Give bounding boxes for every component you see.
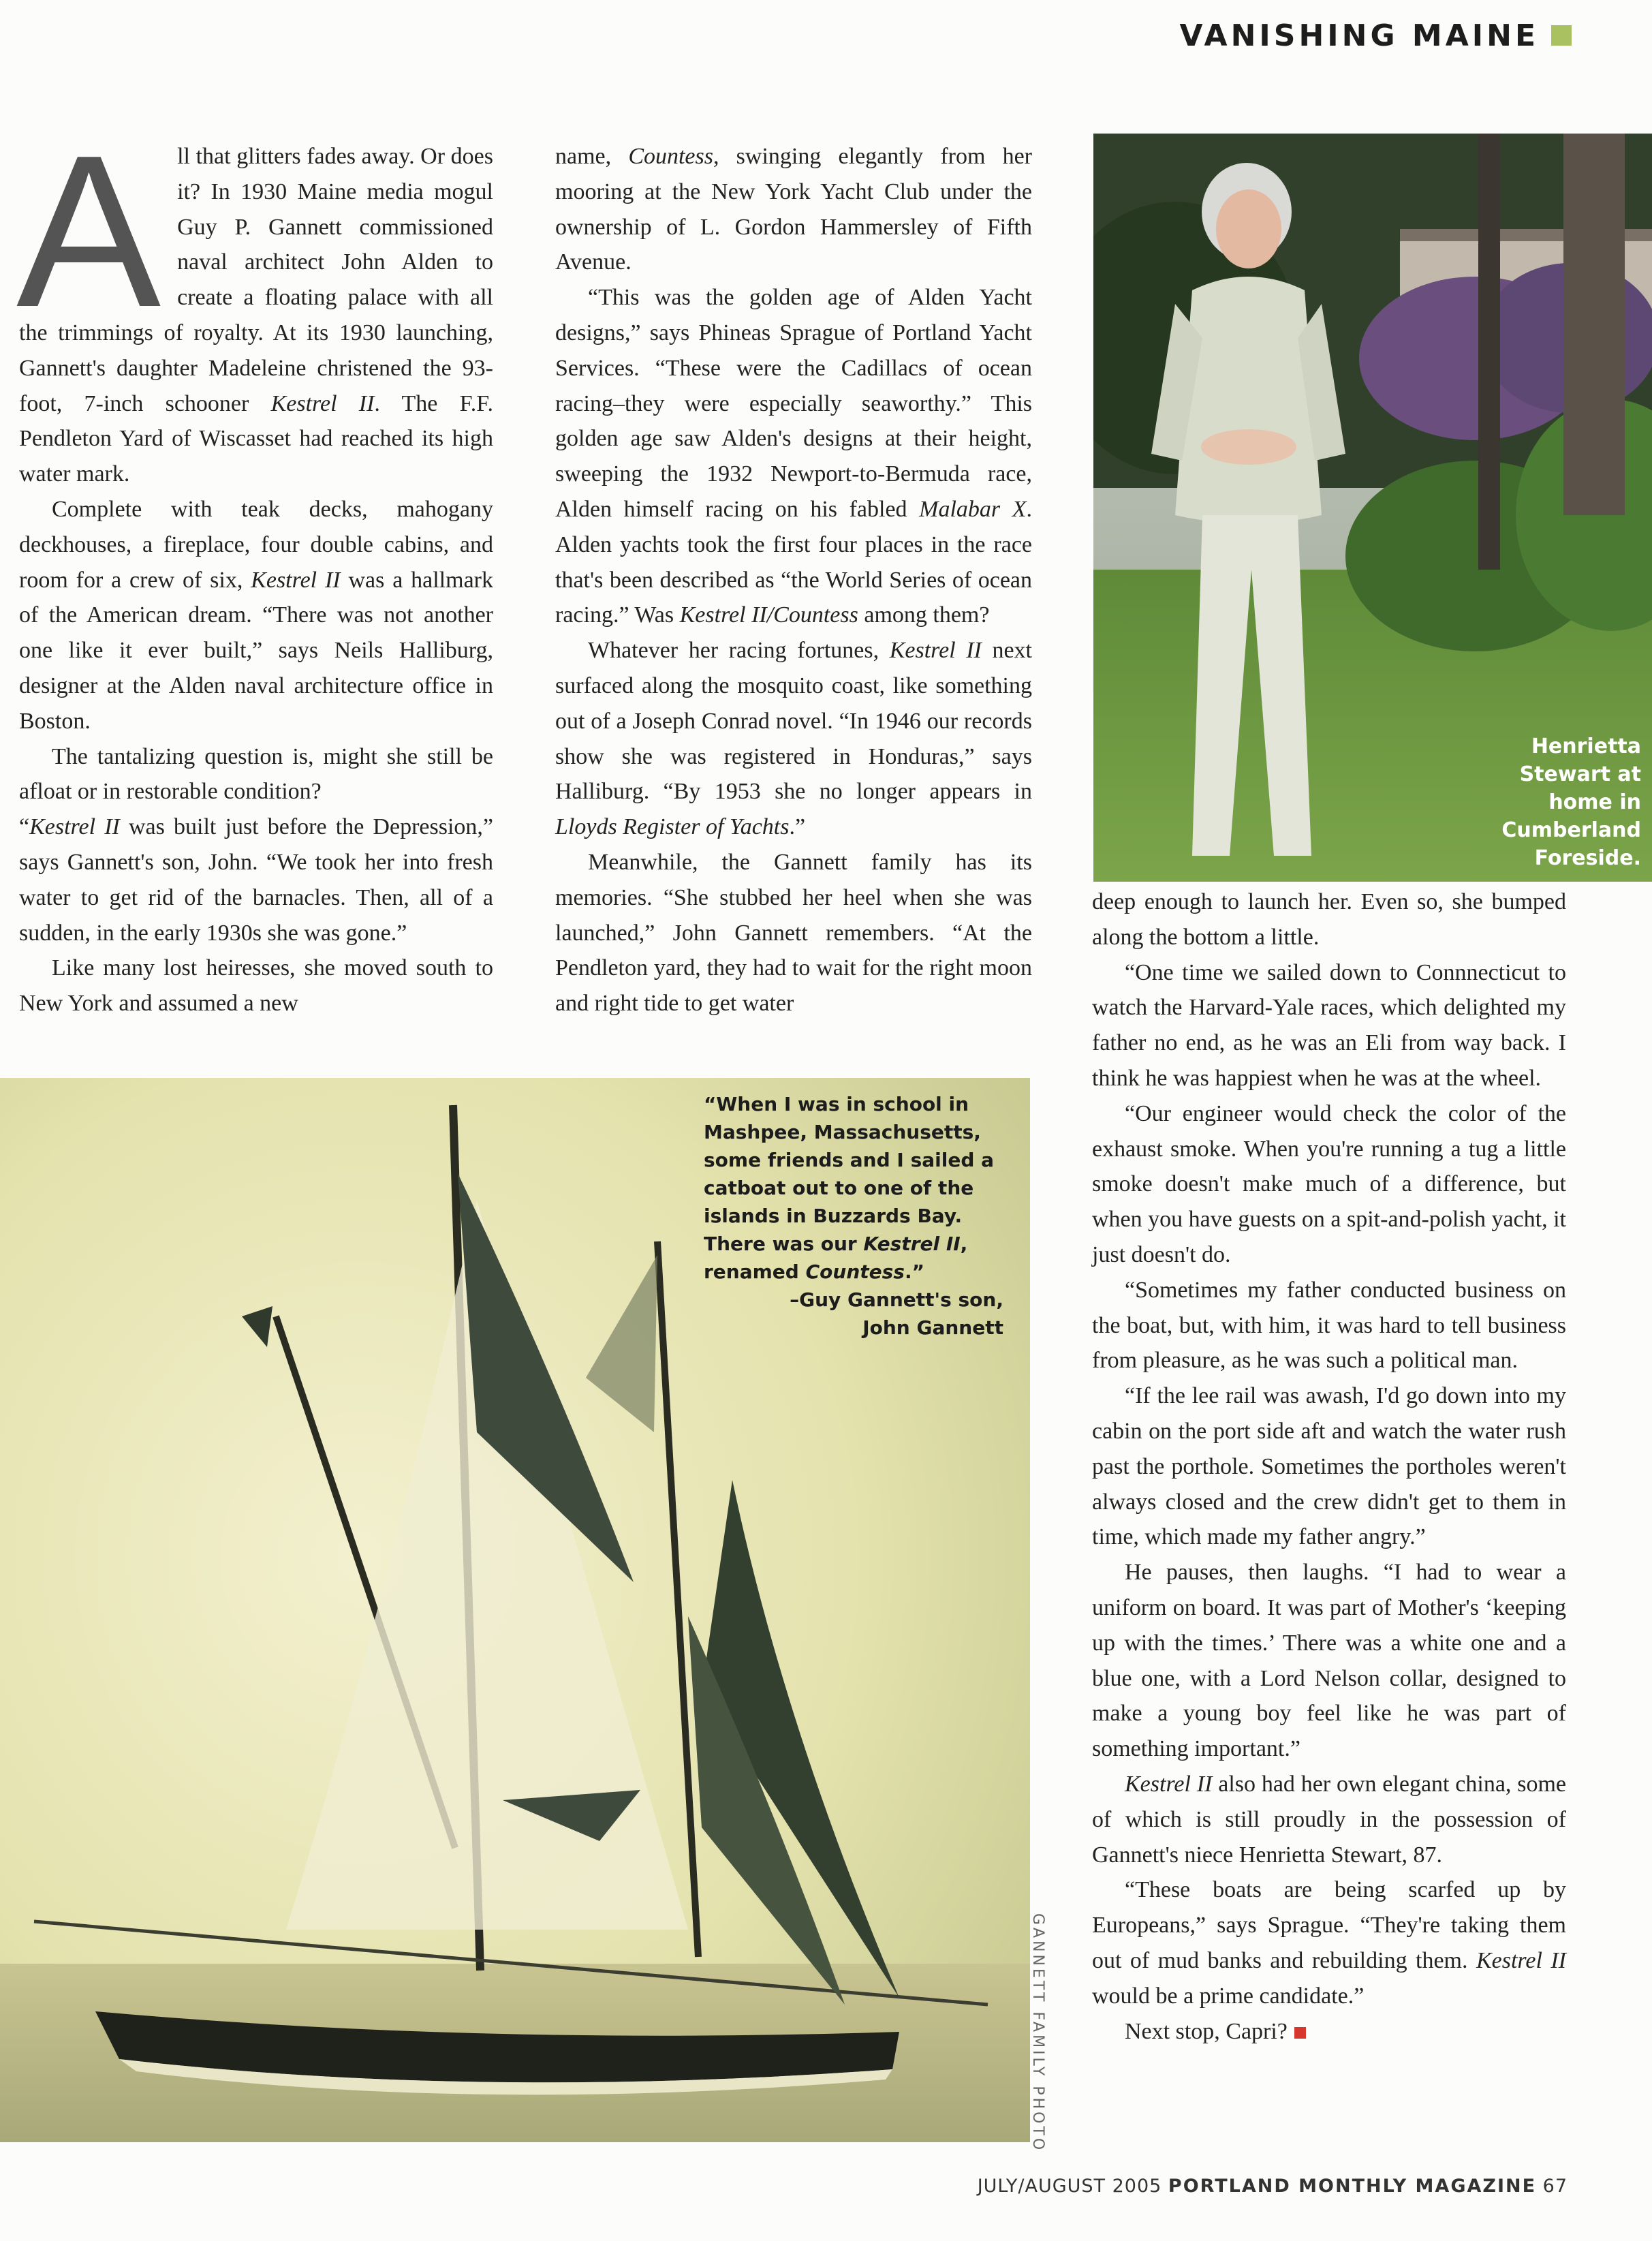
paragraph: deep enough to launch her. Even so, she bumped along the bottom a little. (1092, 889, 1566, 950)
article-column-1 (16, 110, 493, 1064)
photo-credit: GANNETT FAMILY PHOTO (1029, 1913, 1046, 2153)
drop-cap: A (16, 110, 161, 352)
pull-quote-attribution: –Guy Gannett's son, (790, 1288, 1003, 1311)
article-column-3 (1092, 884, 1566, 2152)
magazine-name: PORTLAND MONTHLY MAGAZINE (1168, 2176, 1537, 2197)
paragraph: Like many lost heiresses, she moved south to New York and assumed a new (19, 955, 493, 1017)
page-footer (978, 2176, 1568, 2197)
paragraph: He pauses, then laughs. “I had to wear a uniform on board. It was part of Mother's ‘keeping up with the times.’ There was a white one and a blue one, with a Lord Nelson collar, designed to make a young boy feel like he was part of something important.” (1092, 1560, 1566, 1762)
paragraph: name, Countess, swinging elegantly from her mooring at the New York Yacht Club under the ownership of L. Gordon Hammersley of Fifth Avenue. (555, 144, 1032, 275)
pull-quote-attribution-name: John Gannett (862, 1316, 1003, 1339)
paragraph: “One time we sailed down to Connnecticut to watch the Harvard-Yale races, which delighted my father no end, as he was an Eli from way back. I think he was happiest when he was at the wheel. (1092, 959, 1566, 1091)
section-title: VANISHING MAINE (1179, 18, 1539, 53)
paragraph: Meanwhile, the Gannett family has its memories. “She stubbed her heel when she was launched,” John Gannett remembers. “At the Pendleton yard, they had to wait for the right moon and right tide to get water (555, 849, 1032, 1017)
paragraph: The tantalizing question is, might she still be afloat or in restorable condition? (19, 743, 493, 805)
paragraph: “These boats are being scarfed up by Europeans,” says Sprague. “They're taking them out of mud banks and rebuilding them. Kestrel II would be a prime candidate.” (1092, 1877, 1566, 2009)
portrait-photo (1093, 134, 1652, 882)
issue-date: JULY/AUGUST 2005 (977, 2176, 1162, 2197)
portrait-caption: Henrietta Stewart at home in Cumberland Foreside. (1501, 735, 1641, 870)
pull-quote: “When I was in school in Mashpee, Massachusetts, some friends and I sailed a catboat out to one of the islands in Buzzards Bay. There was our Kestrel II, renamed Countess.” –Guy Gannett's son, John Gannett (704, 1090, 1003, 1342)
article-column-2 (555, 139, 1032, 1064)
paragraph: “Sometimes my father conducted business on the boat, but, with him, it was hard to tell business from pleasure, as he was such a political man. (1092, 1277, 1566, 1374)
paragraph: “Kestrel II was built just before the Depression,” says Gannett's son, John. “We took her into fresh water to get rid of the barnacles. Then, all of a sudden, in the early 1930s she was gone.” (19, 814, 493, 946)
section-accent-square (1551, 25, 1572, 46)
paragraph: “Our engineer would check the color of the exhaust smoke. When you're running a tug a little smoke doesn't make much of a difference, but when you have guests on a spit-and-polish yacht, it just doesn't do. (1092, 1100, 1566, 1267)
end-mark (1294, 2027, 1306, 2039)
paragraph: Whatever her racing fortunes, Kestrel II next surfaced along the mosquito coast, like something out of a Joseph Conrad novel. “In 1946 our records show she was registered in Honduras,” says Halliburg. “By 1953 she no longer appears in Lloyds Register of Yachts.” (555, 638, 1032, 840)
section-header (1179, 15, 1572, 56)
paragraph: “If the lee rail was awash, I'd go down into my cabin on the port side aft and watch the water rush past the porthole. Sometimes the portholes weren't always closed and the crew didn't get to them in time, which made my father angry.” (1092, 1383, 1566, 1550)
page-number: 67 (1542, 2176, 1568, 2197)
paragraph: All that glitters fades away. Or does it? In 1930 Maine media mogul Guy P. Gannett commissioned naval architect John Alden to create a floating palace with all the trimmings of royalty. At its 1930 launching, Gannett's daughter Madeleine christened the 93-foot, 7-inch schooner Kestrel II. The F.F. Pendleton Yard of Wiscasset had reached its high water mark. (16, 110, 493, 487)
paragraph: Kestrel II also had her own elegant china, some of which is still proudly in the possession of Gannett's niece Henrietta Stewart, 87. (1092, 1771, 1566, 1868)
paragraph: Complete with teak decks, mahogany deckhouses, a fireplace, four double cabins, and room for a crew of six, Kestrel II was a hallmark of the American dream. “There was not another one like it ever built,” says Neils Halliburg, designer at the Alden naval architecture office in Boston. (19, 496, 493, 734)
paragraph: “This was the golden age of Alden Yacht designs,” says Phineas Sprague of Portland Yacht Services. “These were the Cadillacs of ocean racing–they were especially seaworthy.” This golden age saw Alden's designs at their height, sweeping the 1932 Newport-to-Bermuda race, Alden himself racing on his fabled Malabar X. Alden yachts took the first four places in the race that's been described as “the World Series of ocean racing.” Was Kestrel II/Countess among them? (555, 285, 1032, 628)
paragraph: Next stop, Capri? (1092, 2014, 1566, 2050)
